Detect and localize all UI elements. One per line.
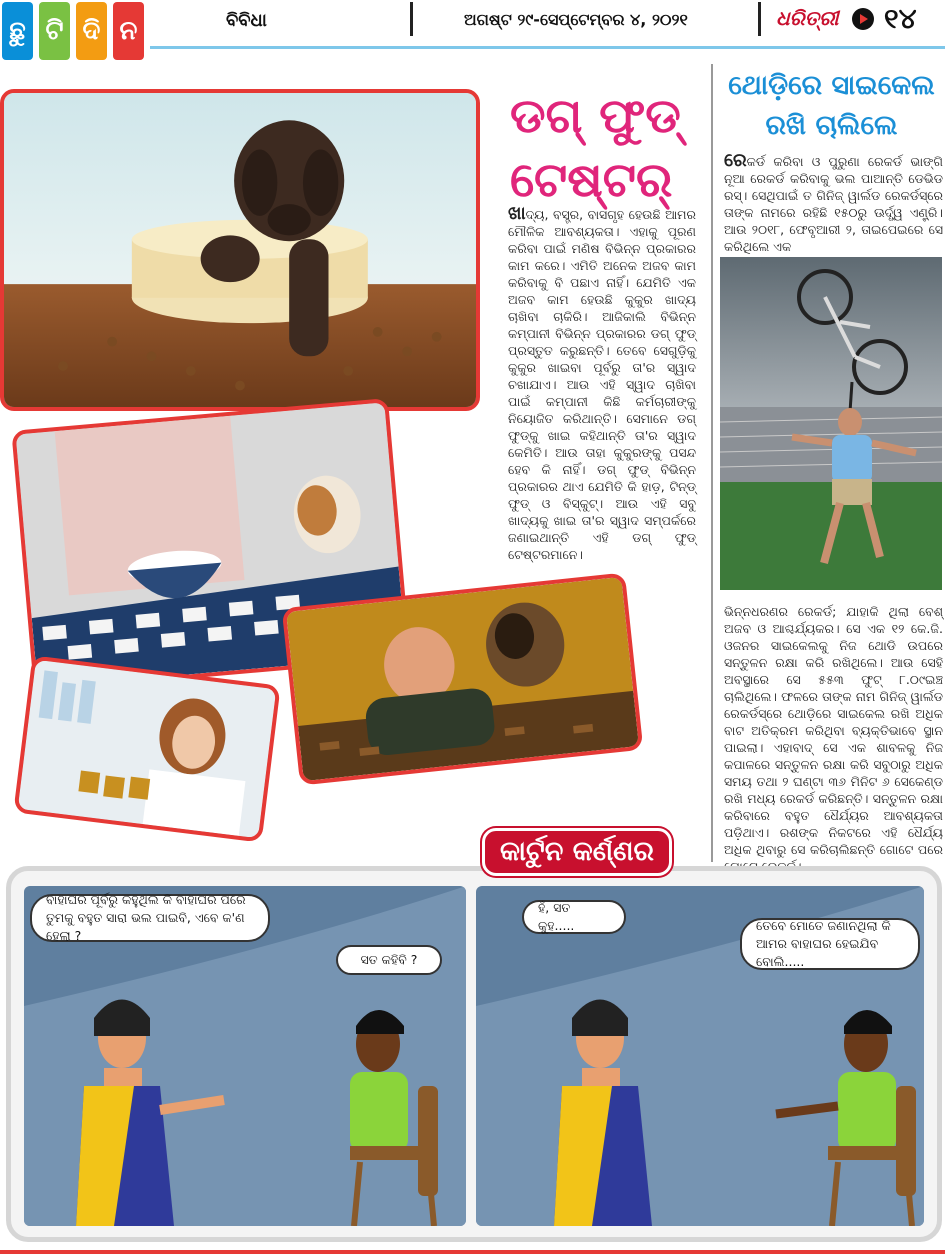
masthead-brand: [2, 2, 144, 60]
cycle-headline-line2: ରଖି ଚାଲିଲେ: [765, 110, 898, 141]
cycle-headline: [718, 66, 945, 146]
man-with-dog-photo: [282, 572, 644, 785]
dogfood-headline: [510, 84, 690, 212]
brand-letter: ଛୁ: [2, 2, 33, 60]
cycle-dropcap: ରେ: [724, 150, 747, 171]
brand-letter: ଦି: [76, 2, 107, 60]
brand-letter: ନ: [113, 2, 144, 60]
footer-rule: [0, 1250, 945, 1254]
column-divider: [711, 64, 713, 862]
dogfood-dropcap: ଖା: [508, 203, 526, 224]
cycle-headline-line1: ଥୋଡ଼ିରେ ସାଇକେଲ: [728, 70, 935, 101]
brand-letter: ଟି: [39, 2, 70, 60]
page-arrow-icon: [852, 8, 874, 30]
dogfood-article-body: [508, 205, 696, 563]
cycle-intro-text: କର୍ଡ କରିବା ଓ ପୁରୁଣା ରେକର୍ଡ ଭାଙ୍ଗି ନୂଆ ରେକର୍ଡ କରିବାକୁ ଭଲ ପାଆନ୍ତି ଡେଭିଡ ରସ୍। ସେଥିପାଇଁ ତ ଗିନିଜ୍ ୱାର୍ଲଡ ରେକର୍ଡସ୍‌ରେ ତାଙ୍କ ନାମରେ ରହିଛି ୧୫୦ରୁ ଊର୍ଦ୍ଧ୍ୱ ଏଣ୍ଟ୍ରି। ଆଉ ୨୦୧୮, ଫେବୃଆରୀ ୨, ତାଇପେଇରେ ସେ କରିଥିଲେ ଏକ: [724, 154, 943, 254]
cycle-article-intro: [724, 152, 943, 255]
header-divider: [410, 2, 413, 36]
puppy-photo: [0, 89, 480, 411]
section-title: ବିବିଧା: [226, 10, 267, 31]
header-rule: [150, 46, 945, 49]
panel1-man-speech: ସତ କହିବି ?: [336, 945, 442, 975]
panel1-woman-speech: ବାହାଘର ପୂର୍ବରୁ କହୁଥିଲ କି ବାହାଘର ପରେ ତୁମକୁ ବହୁତ ସାରା ଭଲ ପାଇବି, ଏବେ କ'ଣ ହେଲା ?: [30, 894, 270, 942]
panel2-woman-speech: ହଁ, ସତ କୁହ.....: [522, 900, 626, 934]
cycle-balance-photo: [720, 257, 942, 590]
panel2-man-speech: ତେବେ ମୋତେ ଜଣାନଥିଲା କି ଆମର ବାହାଘର ହେଇଯିବ ବୋଲି.....: [740, 918, 920, 970]
issue-date: ଅଗଷ୍ଟ ୨୯-ସେପ୍ଟେମ୍ବର ୪, ୨୦୨୧: [464, 10, 688, 29]
page-number: ୧୪: [884, 2, 917, 35]
lab-taster-photo: [13, 655, 280, 842]
dogfood-headline-line2: ଟେଷ୍ଟର୍: [510, 152, 673, 208]
cartoon-corner-title: କାର୍ଟୁନ କର୍ଣ୍ଣର: [482, 828, 672, 876]
dogfood-body-text: ଦ୍ୟ, ବସ୍ତ୍ର, ବାସଗୃହ ହେଉଛି ଆମର ମୌଳିକ ଆବଶ୍ୟକତା। ଏହାକୁ ପୂରଣ କରିବା ପାଇଁ ମଣିଷ ବିଭିନ୍ନ ପ୍ରକାରର କାମ କରେ। ଏମିତି ଅନେକ ଅଜବ କାମ କରିବାକୁ ବି ପଛାଏ ନାହିଁ। ଯେମିତି ଏକ ଅଜବ କାମ ହେଉଛି କୁକୁର ଖାଦ୍ୟ ଚାଖିବା ଚାକିରି। ଆଜିକାଲି ବିଭିନ୍ନ କମ୍ପାନୀ ବିଭିନ୍ନ ପ୍ରକାରର ଡଗ୍ ଫୁଡ୍ ପ୍ରସ୍ତୁତ କରୁଛନ୍ତି। ତେବେ ସେଗୁଡ଼ିକୁ କୁକୁର ଖାଇବା ପୂର୍ବରୁ ତା'ର ସ୍ୱାଦ ଚଖାଯାଏ। ଆଉ ଏହି ସ୍ୱାଦ ଚାଖିବା ପାଇଁ କମ୍ପାନୀ କିଛି କର୍ମଚାରୀଙ୍କୁ ନିୟୋଜିତ କରିଥାନ୍ତି। ସେମାନେ ଡଗ୍ ଫୁଡ୍‌କୁ ଖାଇ କହିଥାନ୍ତି ତା'ର ସ୍ୱାଦ କେମିତି। ଆଉ ତାହା କୁକୁରଙ୍କୁ ପସନ୍ଦ ହେବ କି ନାହିଁ। ଡଗ୍ ଫୁଡ୍ ବିଭିନ୍ନ ପ୍ରକାରର ଥାଏ ଯେମିତି କି ହାଡ଼, ଟିନ୍ଡ୍ ଫୁଡ୍ ଓ ବିସ୍କୁଟ୍। ଆଉ ଏହି ସବୁ ଖାଦ୍ୟକୁ ଖାଇ ତା'ର ସ୍ୱାଦ ସମ୍ପର୍କରେ ଜଣାଇଥାନ୍ତି ଏହି ଡଗ୍ ଫୁଡ୍ ଟେଷ୍ଟରମାନେ।: [508, 207, 696, 562]
cycle-article-body: ଭିନ୍ନଧରଣର ରେକର୍ଡ; ଯାହାକି ଥିଲା ବେଶ୍ ଅଜବ ଓ ଆଶ୍ଚର୍ଯ୍ୟକର। ସେ ଏକ ୧୨ କେ.ଜି. ଓଜନର ସାଇକେଲକୁ ନିଜ ଥୋଡି ଉପରେ ସନ୍ତୁଳନ ରକ୍ଷା କରି ରଖିଥିଲେ। ଆଉ ସେହି ଅବସ୍ଥାରେ ସେ ୫୫୩ ଫୁଟ୍ ୮.୦୯ଇଞ୍ଚ ଚାଲିଥିଲେ। ଫଳରେ ତାଙ୍କ ନାମ ଗିନିଜ୍ ୱାର୍ଲଡ ରେକର୍ଡସ୍‌ରେ ଥୋଡ଼ିରେ ସାଇକେଲ ରଖି ଅଧିକ ବାଟ ଅତିକ୍ରମ କରିଥିବା ବ୍ୟକ୍ତିଭାବେ ସ୍ଥାନ ପାଇଲା। ଏହାବାଦ୍ ସେ ଏକ ଶାବଳକୁ ନିଜ କପାଳରେ ସନ୍ତୁଳନ ରକ୍ଷା କରି ସବୁଠାରୁ ଅଧିକ ସମୟ ତଥା ୨ ଘଣ୍ଟା ୩୬ ମିନିଟ ୬ ସେକେଣ୍ଡ ରଖି ମଧ୍ୟ ରେକର୍ଡ କରିଛନ୍ତି। ସନ୍ତୁଳନ ରକ୍ଷା କରିବାରେ ବହୁତ ଧୈର୍ଯ୍ୟର ଆବଶ୍ୟକତା ପଡ଼ିଥାଏ। ରଶଙ୍କ ନିକଟରେ ଏହି ଧୈର୍ଯ୍ୟ ଅଧିକ ଥିବାରୁ ସେ କରିଚାଲିଛନ୍ତି ଗୋଟେ ପରେ: [724, 604, 943, 857]
dogfood-headline-line1: ଡଗ୍ ଫୁଡ୍: [510, 88, 681, 144]
paper-logo: ଧରିତ୍ରୀ: [776, 6, 839, 30]
header-divider: [758, 2, 761, 36]
